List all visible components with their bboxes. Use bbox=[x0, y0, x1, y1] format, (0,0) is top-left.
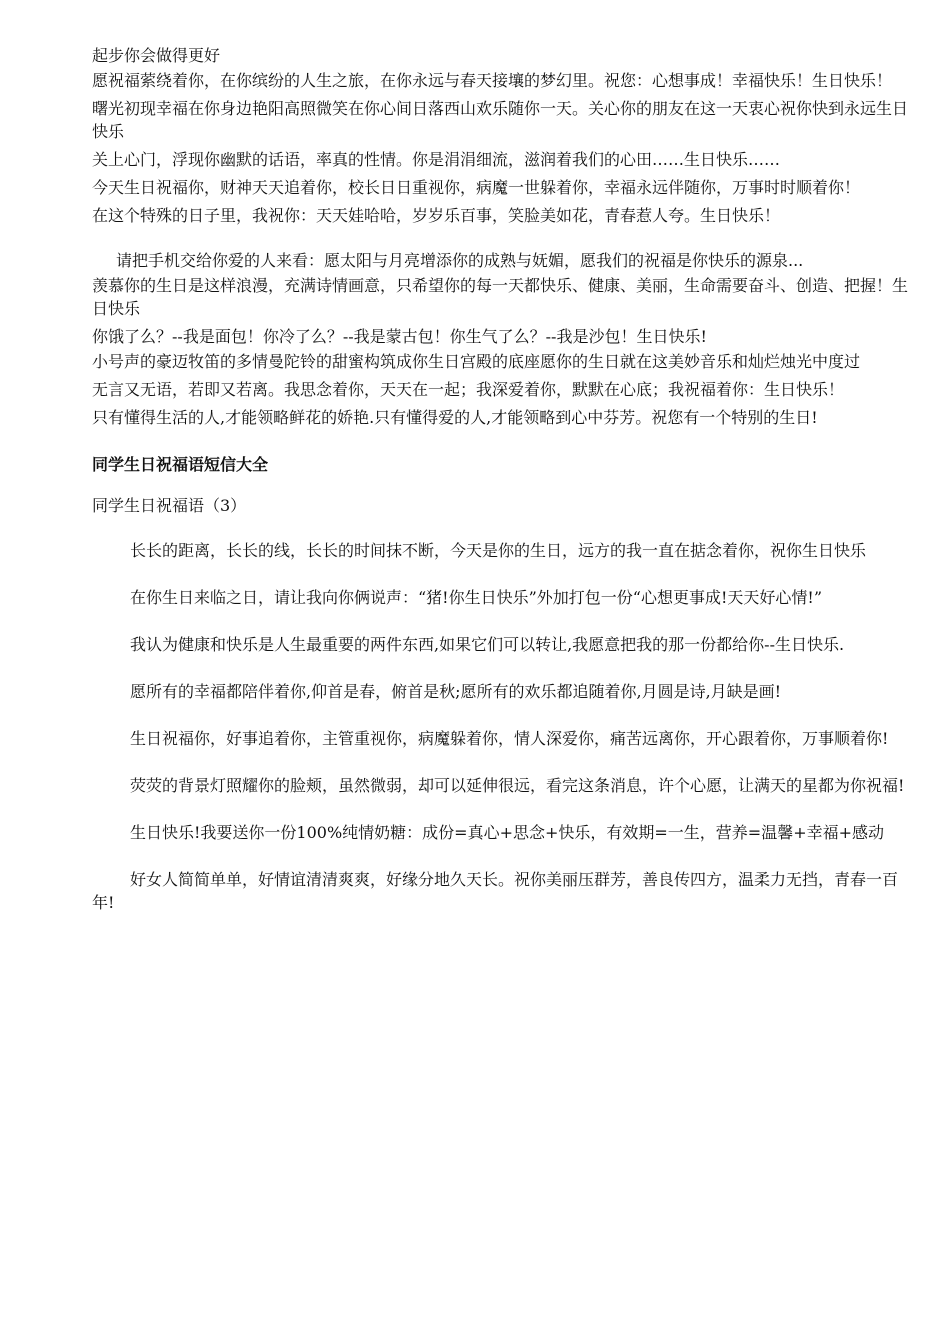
paragraph: 好女人简简单单，好情谊清清爽爽，好缘分地久天长。祝你美丽压群芳，善良传四方，温柔力无挡，青春一百年! bbox=[92, 870, 899, 912]
document-page bbox=[92, 44, 910, 914]
text-line: 愿祝福萦绕着你，在你缤纷的人生之旅，在你永远与春天接壤的梦幻里。祝您：心想事成！幸福快乐！生日快乐！ bbox=[92, 71, 893, 90]
text-line: 起步你会做得更好 bbox=[92, 46, 221, 65]
text-line: 你饿了么？--我是面包！你冷了么？--我是蒙古包！你生气了么？--我是沙包！生日快乐! bbox=[92, 327, 707, 346]
paragraph: 生日快乐!我要送你一份100%纯情奶糖：成份=真心+思念+快乐，有效期=一生，营养=温馨+幸福+感动 bbox=[130, 823, 885, 842]
section-heading: 同学生日祝福语短信大全 bbox=[92, 455, 269, 474]
text-line: 今天生日祝福你，财神天天追着你，校长日日重视你，病魔一世躲着你，幸福永远伴随你，万事时时顺着你！ bbox=[92, 178, 861, 197]
text-line: 关上心门，浮现你幽默的话语，率真的性情。你是涓涓细流，滋润着我们的心田……生日快乐…… bbox=[92, 150, 781, 169]
text-line: 请把手机交给你爱的人来看：愿太阳与月亮增添你的成熟与妩媚，愿我们的祝福是你快乐的源泉... bbox=[116, 251, 804, 270]
paragraph: 我认为健康和快乐是人生最重要的两件东西,如果它们可以转让,我愿意把我的那一份都给你--生日快乐. bbox=[130, 635, 845, 654]
text-line: 小号声的豪迈牧笛的多情曼陀铃的甜蜜构筑成你生日宫殿的底座愿你的生日就在这美妙音乐和灿烂烛光中度过 bbox=[92, 352, 861, 371]
paragraph: 荧荧的背景灯照耀你的脸颊，虽然微弱，却可以延伸很远，看完这条消息，许个心愿，让满天的星都为你祝福! bbox=[130, 776, 905, 795]
paragraph: 生日祝福你，好事追着你，主管重视你，病魔躲着你，情人深爱你，痛苦远离你，开心跟着你，万事顺着你! bbox=[130, 729, 889, 748]
text-line: 无言又无语，若即又若离。我思念着你，天天在一起；我深爱着你，默默在心底；我祝福着你：生日快乐！ bbox=[92, 380, 845, 399]
text-line: 在这个特殊的日子里，我祝你：天天娃哈哈，岁岁乐百事，笑脸美如花，青春惹人夸。生日快乐！ bbox=[92, 206, 781, 225]
paragraph: 在你生日来临之日，请让我向你俩说声：“猪!你生日快乐”外加打包一份“心想更事成!天天好心情!” bbox=[130, 588, 823, 607]
text-line: 羡慕你的生日是这样浪漫，充满诗情画意，只希望你的每一天都快乐、健康、美丽，生命需要奋斗、创造、把握！生日快乐 bbox=[92, 276, 909, 318]
paragraph: 长长的距离，长长的线，长长的时间抹不断，今天是你的生日，远方的我一直在掂念着你，祝你生日快乐 bbox=[130, 541, 867, 560]
paragraph: 愿所有的幸福都陪伴着你,仰首是春，俯首是秋;愿所有的欢乐都追随着你,月圆是诗,月缺是画! bbox=[130, 682, 782, 701]
text-line: 只有懂得生活的人,才能领略鲜花的娇艳.只有懂得爱的人,才能领略到心中芬芳。祝您有一个特别的生日! bbox=[92, 408, 818, 427]
text-line: 曙光初现幸福在你身边艳阳高照微笑在你心间日落西山欢乐随你一天。关心你的朋友在这一天衷心祝你快到永远生日快乐 bbox=[92, 99, 909, 141]
section-subheading: 同学生日祝福语（3） bbox=[92, 496, 247, 515]
